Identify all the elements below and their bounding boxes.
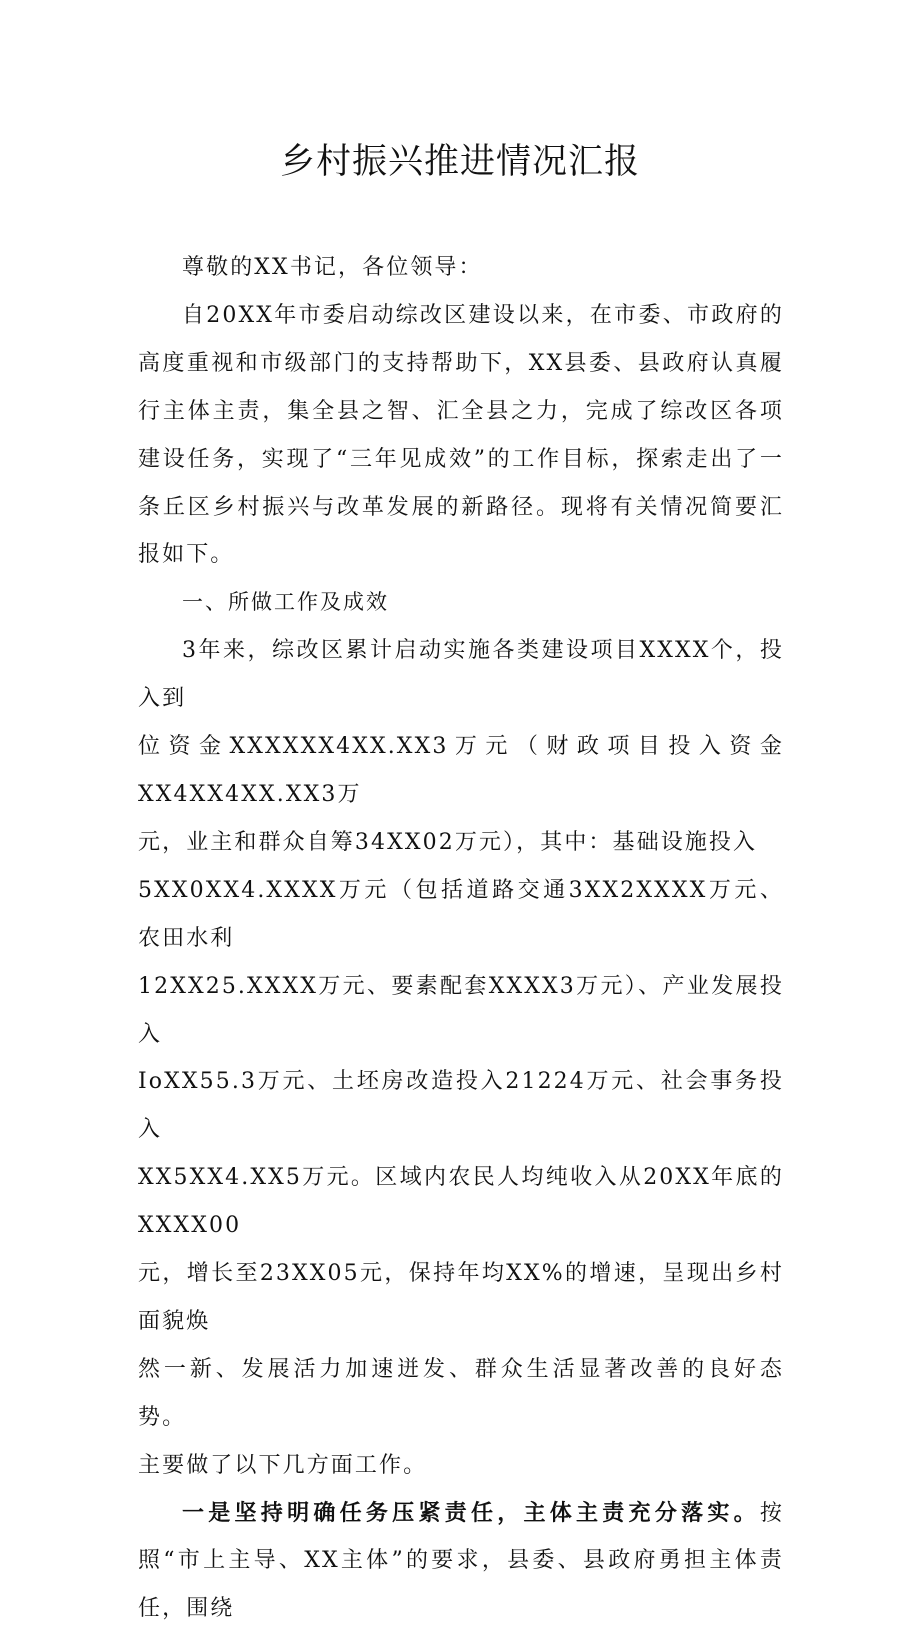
results-line: 12XX25.XXXX万元、要素配套XXXX3万元）、产业发展投入 — [138, 973, 784, 1047]
results-line: IoXX55.3万元、土坯房改造投入21224万元、社会事务投入 — [138, 1069, 784, 1143]
document-title: 乡村振兴推进情况汇报 — [279, 142, 640, 182]
results-line: 主要做了以下几方面工作。 — [138, 1452, 428, 1478]
section-heading: 一、所做工作及成效 — [182, 590, 389, 615]
intro-paragraph: 自20XX年市委启动综改区建设以来，在市委、市政府的高度重视和市级部门的支持帮助下，XX县委、县政府认真履行主体主责，集全县之智、汇全县之力，完成了综改区各项建设任务，实现了“三年见成效”的工作目标，探索走出了一条丘区乡村振兴与改革发展的新路径。现将有关情况简要汇报如下。 — [138, 302, 784, 568]
document-body — [138, 244, 784, 1633]
point-one-text: 按照“市上主导、XX主体”的要求，县委、县政府勇担主体责任，围绕 — [138, 1500, 784, 1622]
results-line: 然一新、发展活力加速迸发、群众生活显著改善的良好态势。 — [138, 1356, 784, 1430]
results-line: 位资金XXXXXX4XX.XX3万元（财政项目投入资金XX4XX4XX.XX3万 — [138, 734, 784, 807]
point-one-lead: 一是坚持明确任务压紧责任，主体主责充分落实。 — [182, 1499, 760, 1526]
results-line: 元，业主和群众自筹34XX02万元），其中：基础设施投入 — [138, 829, 758, 855]
results-paragraph — [138, 627, 784, 1489]
point-one-paragraph — [138, 1490, 784, 1633]
results-line: XX5XX4.XX5万元。区域内农民人均纯收入从20XX年底的XXXX00 — [138, 1165, 784, 1239]
results-line: 元，增长至23XX05元，保持年均XX%的增速，呈现出乡村面貌焕 — [138, 1261, 784, 1334]
results-line: 3年来，综改区累计启动实施各类建设项目XXXX个，投入到 — [138, 638, 784, 712]
results-line: 5XX0XX4.XXXX万元（包括道路交通3XX2XXXX万元、农田水利 — [138, 877, 784, 951]
salutation: 尊敬的XX书记，各位领导： — [182, 255, 483, 280]
